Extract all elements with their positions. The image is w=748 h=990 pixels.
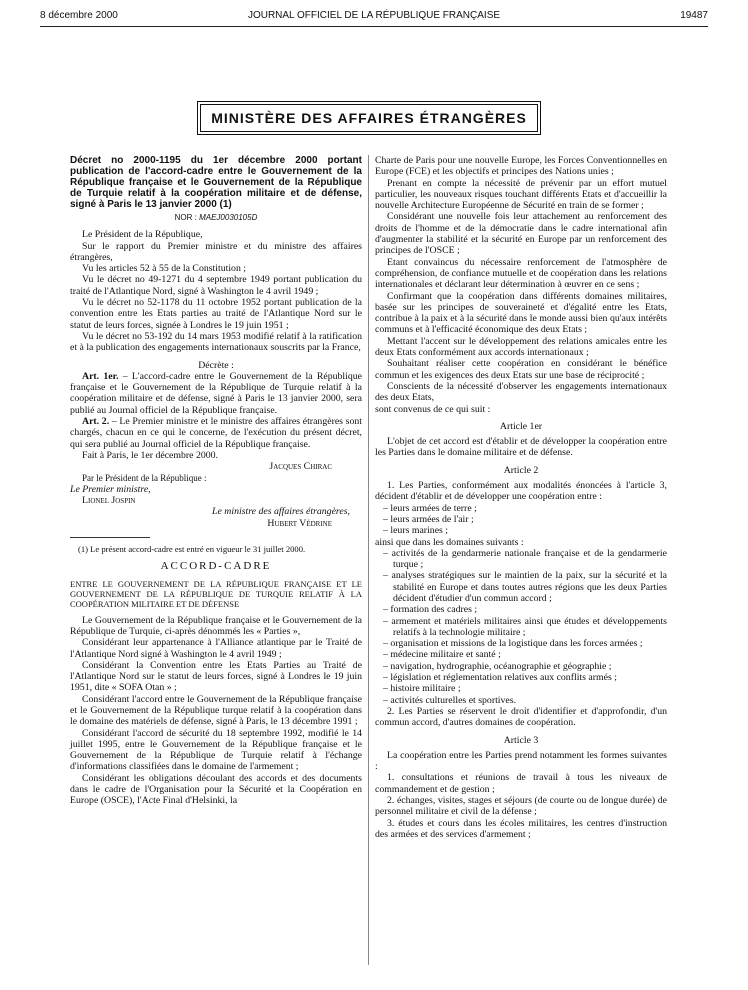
list-item: – leurs armées de l'air ; — [383, 513, 474, 525]
article-1-heading: Article 1er — [499, 420, 543, 432]
article-2-para-2: 2. Les Parties se réservent le droit d'identifier et d'approfondir, d'un commun accord, d'autres domaines de coopération. — [375, 705, 667, 729]
article-2-label: Art. 2. — [82, 416, 110, 428]
article-2-text: – Le Premier ministre et le ministre des affaires étrangères sont chargés, chacun en ce qui le concerne, de l'exécution du présent décret, qui sera publié au Journal officiel de la République française. — [70, 416, 362, 450]
mae-name: Hubert Védrine — [267, 517, 332, 529]
accord-subtitle: ENTRE LE GOUVERNEMENT DE LA RÉPUBLIQUE FRANÇAISE ET LE GOUVERNEMENT DE LA RÉPUBLIQUE DE TURQUIE RELATIF À LA COOPÉRATION MILITAIRE ET DE DÉFENSE — [70, 578, 362, 609]
list-item: – activités culturelles et sportives. — [383, 694, 517, 706]
decree-title: Décret no 2000-1195 du 1er décembre 2000 portant publication de l'accord-cadre entre le Gouvernement de la République française et le Gouvernement de la République de Turquie relatif à la coopération militaire et de défense, signé à Paris le 13 janvier 2000 (1) — [70, 155, 362, 210]
accord-para: Considérant l'accord de sécurité du 18 septembre 1992, modifié le 14 juillet 1995, entre le Gouvernement de la République française et le Gouvernement de la République de Turquie relatif à l'échange d'informations classifiées dans le domaine de l'armement ; — [70, 727, 362, 773]
footnote-rule — [70, 537, 150, 538]
article-2-list-domains — [375, 548, 667, 706]
header-date: 8 décembre 2000 — [40, 10, 118, 21]
article-1-body: L'objet de cet accord est d'établir et de développer la coopération entre les Parties dans le domaine militaire et de défense. — [375, 436, 667, 459]
preamble-para: Mettant l'accent sur le développement des relations amicales entre les deux Etats conformément aux accords internationaux ; — [375, 335, 667, 359]
preamble-para: Prenant en compte la nécessité de prévenir par un effort mutuel particulier, les nouveaux risques touchant différents Etats et d'accueillir la nouvelle Architecture Européenne de Sécurité en train de se former ; — [375, 177, 667, 212]
list-item: – organisation et missions de la logistique dans les forces armées ; — [383, 638, 643, 650]
article-3-item: 2. échanges, visites, stages et séjours (de courte ou de longue durée) de personnel militaire et civil de la défense ; — [375, 795, 667, 818]
footnote: (1) Le présent accord-cadre est entré en vigueur le 31 juillet 2000. — [78, 544, 306, 555]
preamble-para: Conscients de la nécessité d'observer les engagements internationaux des deux Etats, — [375, 380, 667, 404]
preamble-para: Vu le décret no 52-1178 du 11 octobre 1952 portant publication de la convention entre les Etats parties au traité de l'Atlantique Nord sur le statut de leurs forces, signée à Londres le 19 juin 1951 ; — [70, 297, 362, 331]
preamble-para: Confirmant que la coopération dans différents domaines militaires, basée sur les principes de souveraineté et d'égalité entre les Etats, contribue à la paix et à la sécurité dans le monde aussi bien qu'aux intérêts communs et à l'efficacité économique des deux Etats ; — [375, 290, 667, 336]
article-1 — [70, 371, 362, 416]
preamble-para: Considérant une nouvelle fois leur attachement au renforcement des droits de l'homme et de la démocratie dans le cadre international afin d'augmenter la stabilité et la sécurité en Europe par un renforcement des principes de l'OSCE ; — [375, 211, 667, 257]
list-item: – activités de la gendarmerie nationale française et de la gendarmerie turque ; — [383, 547, 667, 571]
decrete-label: Décrète : — [198, 359, 234, 371]
nor-reference — [70, 212, 362, 223]
journal-title: JOURNAL OFFICIEL DE LA RÉPUBLIQUE FRANÇAISE — [247, 10, 501, 21]
accord-para: Considérant la Convention entre les Etats Parties au Traité de l'Atlantique Nord sur le statut de leurs forces, signé à Londres le 19 juin 1951, dite « SOFA Otan » ; — [70, 659, 362, 694]
article-2-list-forces — [375, 503, 667, 537]
signature-president: Jacques Chirac — [269, 461, 332, 473]
preamble-para: Vu le décret no 49-1271 du 4 septembre 1949 portant publication du traité de l'Atlantique Nord, signé à Washington le 4 avril 1949 ; — [70, 274, 362, 297]
list-item: – leurs marines ; — [383, 525, 449, 537]
list-item: – analyses stratégiques sur le maintien de la paix, sur la sécurité et la stabilité en Europe et dans toutes autres régions que les deux Parties décident d'étudier d'un commun accord ; — [383, 570, 667, 604]
list-item: – formation des cadres ; — [383, 604, 478, 616]
left-column — [70, 155, 362, 807]
sont-convenus: sont convenus de ce qui suit : — [375, 403, 491, 415]
article-2-ainsi: ainsi que dans les domaines suivants : — [375, 536, 524, 548]
list-item: – médecine militaire et santé ; — [383, 649, 501, 661]
mae-title: Le ministre des affaires étrangères, — [212, 506, 350, 518]
page-number: 19487 — [680, 10, 708, 21]
list-item: – armement et matériels militaires ainsi que études et développements relatifs à la technologie militaire ; — [383, 615, 667, 638]
accord-para: Considérant les obligations découlant des accords et des documents dans le cadre de l'Organisation pour la Sécurité et la Coopération en Europe (OSCE), l'Acte Final d'Helsinki, la — [70, 772, 362, 807]
header-rule — [40, 26, 708, 27]
accord-para: Considérant l'accord entre le Gouvernement de la République française et le Gouvernement de la République turque relatif à la coopération dans le domaine des matériels de défense, signé à Paris, le 13 décembre 1991 ; — [70, 693, 362, 728]
article-3-item: 3. études et cours dans les écoles militaires, les centres d'instruction des armées et des services d'armement ; — [375, 817, 667, 840]
list-item: – législation et réglementation relatives aux conflits armés ; — [383, 672, 617, 684]
ministry-title: MINISTÈRE DES AFFAIRES ÉTRANGÈRES — [211, 110, 527, 126]
article-2 — [70, 416, 362, 450]
article-3-heading: Article 3 — [503, 734, 539, 746]
nor-code: MAEJ0030105D — [199, 213, 258, 222]
preamble-para: Vu le décret no 53-192 du 14 mars 1953 modifié relatif à la ratification et à la publication des engagements internationaux souscrits par la France, — [70, 330, 362, 354]
article-2-intro: 1. Les Parties, conformément aux modalités énoncées à l'article 3, décident d'établir et de développer une coopération entre : — [375, 480, 667, 503]
preamble-para: Vu les articles 52 à 55 de la Constitution ; — [82, 263, 247, 275]
preamble-cont: Charte de Paris pour une nouvelle Europe, les Forces Conventionnelles en Europe (FCE) et les objectifs et principes des Nations unies ; — [375, 155, 667, 178]
par-le-president: Par le Président de la République : — [82, 472, 207, 483]
list-item: – leurs armées de terre ; — [383, 502, 477, 514]
article-1-label: Art. 1er. — [82, 370, 119, 382]
preamble-para: Etant convaincus du nécessaire renforcement de l'atmosphère de compréhension, de confiance mutuelle et de coopération dans les relations internationales et déclarant leur détermination à œuvrer en ce sens ; — [375, 256, 667, 291]
preamble-para: Souhaitant réaliser cette coopération en considérant le bénéfice commun et les exigences des deux Etats sur une base de réciprocité ; — [375, 358, 667, 381]
fait-a-paris: Fait à Paris, le 1er décembre 2000. — [82, 449, 219, 461]
accord-para: Le Gouvernement de la République française et le Gouvernement de la République de Turquie, ci-après dénommés les « Parties », — [70, 614, 362, 637]
pm-name: Lionel Jospin — [82, 495, 136, 507]
right-column — [375, 155, 667, 840]
article-3-intro: La coopération entre les Parties prend notamment les formes suivantes : — [375, 749, 667, 773]
preamble-para: Le Président de la République, — [82, 229, 203, 241]
list-item: – navigation, hydrographie, océanographie et géographie ; — [383, 660, 612, 672]
article-2-heading: Article 2 — [503, 464, 539, 476]
column-separator — [368, 155, 369, 965]
accord-para: Considérant leur appartenance à l'Alliance atlantique par le Traité de l'Atlantique Nord signé à Washington le 4 avril 1949 ; — [70, 637, 362, 660]
ministry-box — [200, 104, 538, 132]
article-3-item: 1. consultations et réunions de travail à tous les niveaux de commandement et de gestion ; — [375, 772, 667, 795]
list-item: – histoire militaire ; — [383, 683, 461, 695]
preamble-para: Sur le rapport du Premier ministre et du ministre des affaires étrangères, — [70, 240, 362, 263]
pm-title: Le Premier ministre, — [70, 483, 151, 495]
article-1-text: – L'accord-cadre entre le Gouvernement de la République française et le Gouvernement de la République de Turquie relatif à la coopération militaire et de défense, signé à Paris le 13 janvier 2000, sera publié au Journal officiel de la République française. — [70, 370, 363, 416]
accord-title: ACCORD-CADRE — [160, 560, 272, 573]
nor-label: NOR : — [174, 213, 200, 222]
